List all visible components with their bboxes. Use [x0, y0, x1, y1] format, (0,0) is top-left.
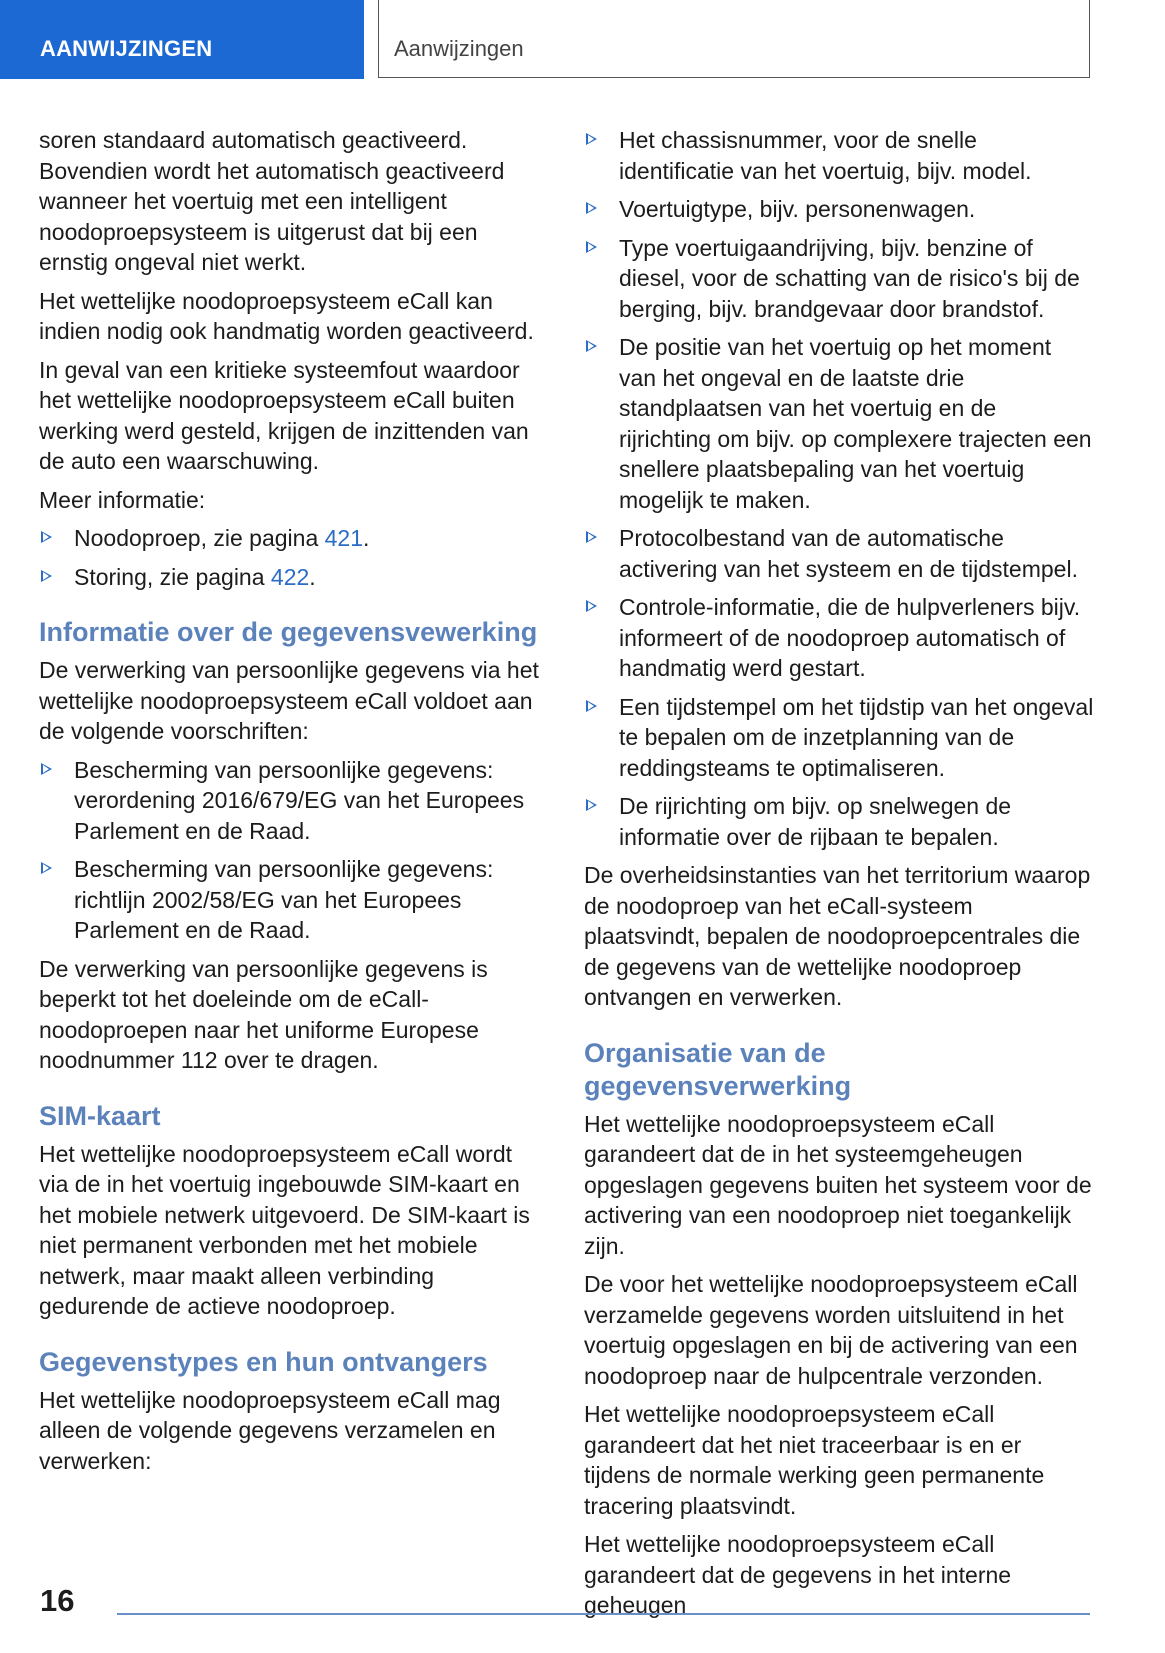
list-item [584, 194, 1094, 225]
triangle-bullet-icon [586, 241, 597, 253]
section-heading: Gegevenstypes en hun ontvangers [39, 1346, 488, 1377]
list-item-text: Storing, zie pagina [74, 563, 271, 590]
list-item [584, 523, 1094, 584]
paragraph: Meer informatie: [39, 486, 206, 513]
punctuation: . [363, 525, 370, 551]
paragraph: De overheidsinstanties van het territorium waarop de noodoproep van het eCall-systeem plaatsvindt, bepalen de noodoproepcentrales die de gegevens van de wettelijke noodoproep ontvangen en verwerken. [584, 862, 1091, 1010]
list-item-text: Protocolbestand van de automatische activering van het systeem en de tijdstempel. [619, 525, 1078, 582]
list-item-text: Noodoproep, zie pagina [74, 525, 325, 551]
paragraph: De verwerking van persoonlijke gegevens is beperkt tot het doeleinde om de eCall-noodoproepen naar het uniforme Europese noodnummer 112 over te dragen. [39, 955, 488, 1073]
right-column [584, 125, 1094, 1629]
page-reference-link[interactable]: 421 [324, 525, 364, 551]
triangle-bullet-icon [586, 600, 597, 612]
paragraph: Het wettelijke noodoproepsysteem eCall garandeert dat de gegevens in het interne geheugen [584, 1531, 1012, 1618]
list-item-text: Het chassisnummer, voor de snelle identificatie van het voertuig, bijv. model. [619, 127, 1032, 184]
list-item-text: De positie van het voertuig op het moment van het ongeval en de laatste drie standplaatsen van het voertuig en de rijrichting om bijv. op complexere trajecten een snellere plaatsbepaling van het voertuig mogelijk te maken. [619, 334, 1092, 513]
list-item [39, 523, 544, 554]
triangle-bullet-icon [586, 799, 597, 811]
section-heading: Organisatie van de gegevensverwerking [584, 1037, 852, 1101]
paragraph: Het wettelijke noodoproepsysteem eCall kan indien nodig ook handmatig worden geactiveerd. [39, 287, 534, 344]
left-column [39, 125, 544, 1484]
triangle-bullet-icon [586, 133, 597, 145]
punctuation: . [309, 563, 316, 590]
paragraph: soren standaard automatisch geactiveerd. Bovendien wordt het automatisch geactiveerd wanneer het voertuig met een intelligent noodoproepsysteem is uitgerust dat bij een ernstig ongeval niet werkt. [39, 127, 505, 275]
triangle-bullet-icon [41, 763, 52, 775]
regulations-list [39, 755, 544, 946]
more-info-list [39, 523, 544, 592]
triangle-bullet-icon [586, 531, 597, 543]
triangle-bullet-icon [41, 531, 52, 543]
list-item [584, 332, 1094, 515]
list-item [584, 592, 1094, 684]
triangle-bullet-icon [586, 340, 597, 352]
list-item [584, 791, 1094, 852]
paragraph: Het wettelijke noodoproepsysteem eCall garandeert dat de in het systeemgeheugen opgeslagen gegevens buiten het systeem voor de activering van een noodoproep niet toegankelijk zijn. [584, 1110, 1092, 1259]
list-item-text: Controle-informatie, die de hulpverleners bijv. informeert of de noodoproep automatisch of handmatig werd gestart. [619, 594, 1081, 681]
triangle-bullet-icon [586, 700, 597, 712]
paragraph: De verwerking van persoonlijke gegevens via het wettelijke noodoproepsysteem eCall voldoet aan de volgende voorschriften: [39, 657, 539, 744]
list-item [584, 692, 1094, 784]
list-item [584, 125, 1094, 186]
list-item [39, 854, 544, 946]
paragraph: Het wettelijke noodoproepsysteem eCall garandeert dat het niet traceerbaar is en er tijdens de normale werking geen permanente tracering plaatsvindt. [584, 1401, 1045, 1519]
list-item-text: Type voertuigaandrijving, bijv. benzine of diesel, voor de schatting van de risico's bij de berging, bijv. brandgevaar door brandstof. [619, 234, 1080, 322]
section-heading: SIM-kaart [39, 1100, 161, 1131]
section-heading: Informatie over de gegevensvewerking [39, 617, 538, 647]
list-item [584, 233, 1094, 325]
list-item-text: De rijrichting om bijv. op snelwegen de informatie over de rijbaan te bepalen. [619, 793, 1012, 850]
list-item [39, 755, 544, 847]
footer-divider [117, 1613, 1090, 1615]
paragraph: Het wettelijke noodoproepsysteem eCall mag alleen de volgende gegevens verzamelen en verwerken: [39, 1386, 501, 1474]
triangle-bullet-icon [41, 862, 52, 874]
data-types-list [584, 125, 1094, 852]
paragraph: De voor het wettelijke noodoproepsysteem eCall verzamelde gegevens worden uitsluitend in het voertuig opgeslagen en bij de activering van een noodoproep naar de hulpcentrale verzonden. [584, 1271, 1078, 1389]
triangle-bullet-icon [41, 570, 52, 582]
page-reference-link[interactable]: 422 [270, 563, 310, 590]
page-number: 16 [40, 1583, 75, 1618]
list-item-text: Een tijdstempel om het tijdstip van het ongeval te bepalen om de inzetplanning van de reddingsteams te optimaliseren. [619, 693, 1094, 781]
paragraph: In geval van een kritieke systeemfout waardoor het wettelijke noodoproepsysteem eCall buiten werking werd gesteld, krijgen de inzittenden van de auto een waarschuwing. [39, 356, 529, 474]
list-item-text: Bescherming van persoonlijke gegevens: verordening 2016/679/EG van het Europees Parlement en de Raad. [74, 756, 525, 844]
triangle-bullet-icon [586, 202, 597, 214]
list-item-text: Bescherming van persoonlijke gegevens: richtlijn 2002/58/EG van het Europees Parlement en de Raad. [74, 856, 494, 943]
list-item-text: Voertuigtype, bijv. personenwagen. [619, 196, 976, 222]
list-item [39, 562, 544, 593]
page-header-title: Aanwijzingen [378, 0, 1090, 78]
paragraph: Het wettelijke noodoproepsysteem eCall wordt via de in het voertuig ingebouwde SIM-kaart en het mobiele netwerk uitgevoerd. De SIM-kaart is niet permanent verbonden met het mobiele netwerk, maar maakt alleen verbinding gedurende de actieve noodoproep. [39, 1140, 530, 1319]
section-tab: AANWIJZINGEN [0, 0, 364, 79]
